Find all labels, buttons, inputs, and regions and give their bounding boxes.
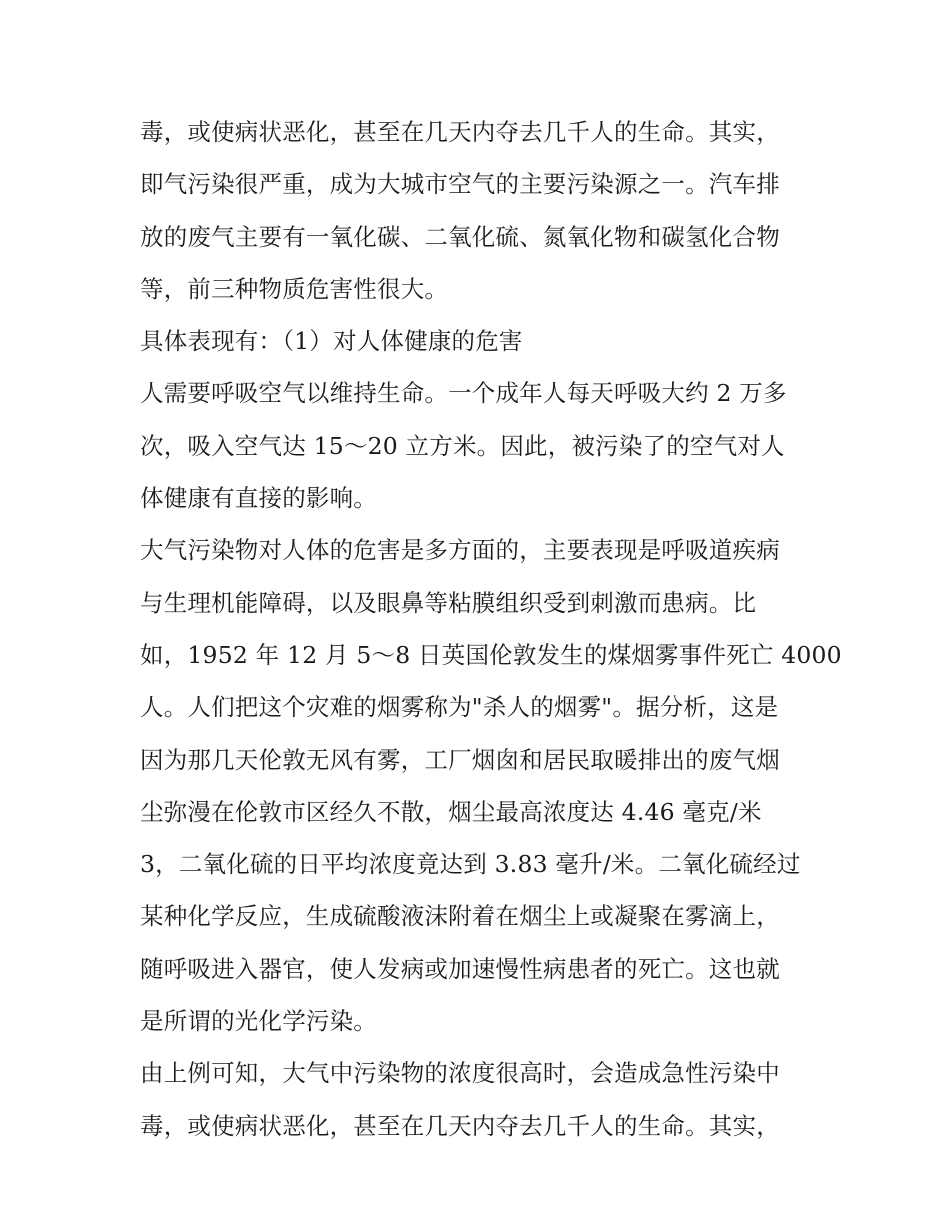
text-line: 尘弥漫在伦敦市区经久不散，烟尘最高浓度达 4.46 毫克/米 (140, 797, 762, 826)
body-text (140, 106, 842, 1152)
text-line: 与生理机能障碍，以及眼鼻等粘膜组织受到刺激而患病。比 (140, 588, 757, 617)
text-line: 毒，或使病状恶化，甚至在几天内夺去几千人的生命。其实， (140, 118, 780, 146)
text-line: 3，二氧化硫的日平均浓度竟达到 3.83 毫升/米。二氧化硫经过 (140, 850, 801, 879)
text-line: 如，1952 年 12 月 5～8 日英国伦敦发生的煤烟雾事件死亡 4000 (140, 640, 842, 669)
text-line: 等，前三种物质危害性很大。 (140, 274, 449, 303)
text-line: 由上例可知，大气中污染物的浓度很高时，会造成急性污染中 (140, 1059, 780, 1088)
text-line: 体健康有直接的影响。 (140, 484, 377, 513)
section-heading: 具体表现有：（1）对人体健康的危害 (140, 327, 523, 356)
text-line: 即气污染很严重，成为大城市空气的主要污染源之一。汽车排 (140, 170, 780, 199)
text-line: 人需要呼吸空气以维持生命。一个成年人每天呼吸大约 2 万多 (140, 379, 787, 408)
text-line: 因为那几天伦敦无风有雾，工厂烟囱和居民取暖排出的废气烟 (140, 745, 780, 774)
text-line: 次，吸入空气达 15～20 立方米。因此，被污染了的空气对人 (140, 431, 785, 460)
text-line: 毒，或使病状恶化，甚至在几天内夺去几千人的生命。其实， (140, 1111, 780, 1140)
text-line: 放的废气主要有一氧化碳、二氧化硫、氮氧化物和碳氢化合物 (140, 222, 780, 251)
text-line: 某种化学反应，生成硫酸液沫附着在烟尘上或凝聚在雾滴上， (140, 902, 780, 931)
text-line: 随呼吸进入器官，使人发病或加速慢性病患者的死亡。这也就 (140, 954, 780, 983)
text-line: 人。人们把这个灾难的烟雾称为"杀人的烟雾"。据分析，这是 (140, 693, 779, 722)
text-line: 大气污染物对人体的危害是多方面的，主要表现是呼吸道疾病 (140, 536, 780, 565)
text-line: 是所谓的光化学污染。 (140, 1007, 377, 1036)
